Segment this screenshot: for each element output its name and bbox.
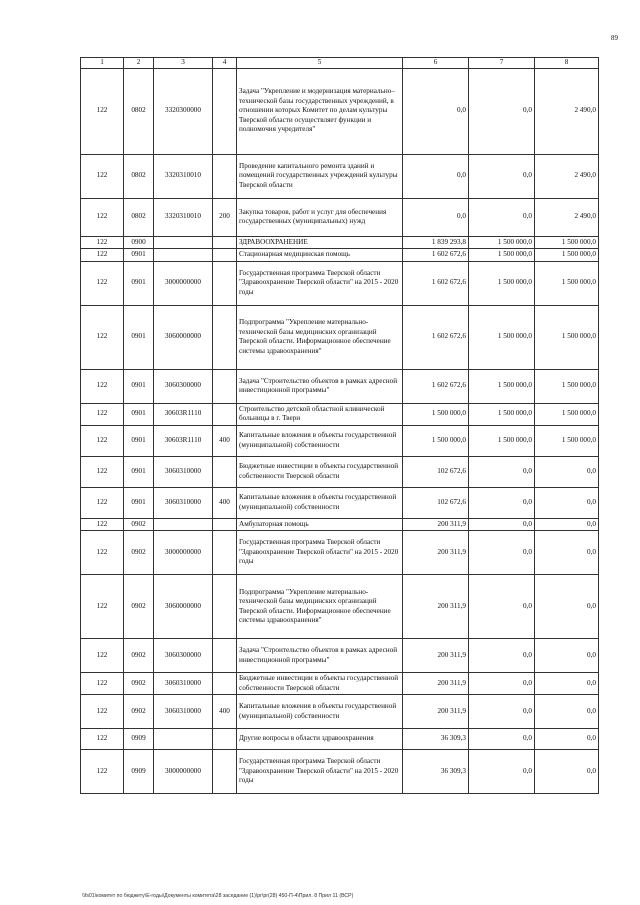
cell-amount-2020: 0,0 xyxy=(535,695,599,729)
table-row xyxy=(81,249,599,262)
cell-amount-2019: 0,0 xyxy=(469,673,535,695)
cell-expense-type xyxy=(213,673,237,695)
cell-admin-code: 122 xyxy=(81,639,124,673)
footer-file-path: \\fs01\комитет по бюджету\Е-годы\Документы комитета\28 заседание (1)\pr\pr(28) 450-П-4\Прил. 8 Прил 11 (ВСР) xyxy=(82,893,354,899)
cell-description: Капитальные вложения в объекты государственной (муниципальной) собственности xyxy=(237,425,403,456)
table-row xyxy=(81,425,599,456)
cell-amount-2019: 1 500 000,0 xyxy=(469,305,535,369)
cell-section-code: 0901 xyxy=(124,425,154,456)
cell-amount-2018: 0,0 xyxy=(403,154,469,198)
cell-section-code: 0902 xyxy=(124,575,154,639)
cell-description: Государственная программа Тверской области "Здравоохранение Тверской области" на 2015 - 2020 годы xyxy=(237,261,403,305)
cell-expense-type xyxy=(213,154,237,198)
cell-amount-2019: 0,0 xyxy=(469,531,535,575)
cell-description: Закупка товаров, работ и услуг для обеспечения государственных (муниципальных) нужд xyxy=(237,198,403,236)
cell-admin-code: 122 xyxy=(81,261,124,305)
cell-amount-2019: 1 500 000,0 xyxy=(469,425,535,456)
cell-admin-code: 122 xyxy=(81,456,124,487)
cell-admin-code: 122 xyxy=(81,729,124,750)
cell-amount-2019: 0,0 xyxy=(469,729,535,750)
cell-section-code: 0900 xyxy=(124,236,154,249)
cell-expense-type: 200 xyxy=(213,198,237,236)
cell-amount-2020: 0,0 xyxy=(535,531,599,575)
cell-expense-type xyxy=(213,261,237,305)
table-row xyxy=(81,695,599,729)
cell-admin-code: 122 xyxy=(81,695,124,729)
cell-description: Задача "Укрепление и модернизация материально–технической базы государственных учреждений, в отношении которых Комитет по делам культуры Тверской области осуществляет функции и полномочия учредителя" xyxy=(237,68,403,154)
cell-target-code: 3000000000 xyxy=(154,531,213,575)
cell-expense-type xyxy=(213,750,237,794)
cell-description: Подпрограмма "Укрепление материально-технической базы медицинских организаций Тверской области. Информационное обеспечение системы здравоохранения" xyxy=(237,305,403,369)
cell-description: Строительство детской областной клинической больницы в г. Твери xyxy=(237,403,403,425)
cell-amount-2020: 0,0 xyxy=(535,750,599,794)
cell-admin-code: 122 xyxy=(81,403,124,425)
column-header: 6 xyxy=(403,58,469,69)
column-header: 4 xyxy=(213,58,237,69)
table-row xyxy=(81,403,599,425)
cell-target-code: 30603R1110 xyxy=(154,425,213,456)
cell-admin-code: 122 xyxy=(81,249,124,262)
cell-admin-code: 122 xyxy=(81,68,124,154)
cell-amount-2020: 1 500 000,0 xyxy=(535,249,599,262)
cell-amount-2020: 0,0 xyxy=(535,456,599,487)
cell-amount-2020: 1 500 000,0 xyxy=(535,403,599,425)
cell-section-code: 0902 xyxy=(124,673,154,695)
cell-description: Бюджетные инвестиции в объекты государственной собственности Тверской области xyxy=(237,673,403,695)
column-header: 1 xyxy=(81,58,124,69)
cell-target-code: 3320310010 xyxy=(154,198,213,236)
table-row xyxy=(81,750,599,794)
cell-section-code: 0901 xyxy=(124,369,154,403)
cell-amount-2018: 200 311,9 xyxy=(403,575,469,639)
cell-amount-2020: 2 490,0 xyxy=(535,154,599,198)
cell-expense-type xyxy=(213,531,237,575)
cell-amount-2018: 1 839 293,8 xyxy=(403,236,469,249)
cell-target-code: 3060000000 xyxy=(154,575,213,639)
cell-amount-2020: 0,0 xyxy=(535,673,599,695)
cell-amount-2018: 0,0 xyxy=(403,198,469,236)
cell-amount-2018: 200 311,9 xyxy=(403,639,469,673)
cell-amount-2020: 0,0 xyxy=(535,575,599,639)
cell-amount-2018: 1 602 672,6 xyxy=(403,305,469,369)
cell-section-code: 0901 xyxy=(124,487,154,518)
cell-amount-2018: 0,0 xyxy=(403,68,469,154)
table-row xyxy=(81,639,599,673)
cell-description: Проведение капитального ремонта зданий и помещений государственных учреждений культуры Тверской области xyxy=(237,154,403,198)
page-number: 89 xyxy=(611,34,618,42)
cell-description: Амбулаторная помощь xyxy=(237,518,403,531)
cell-admin-code: 122 xyxy=(81,750,124,794)
cell-description: Задача "Строительство объектов в рамках адресной инвестиционной программы" xyxy=(237,369,403,403)
cell-amount-2018: 1 602 672,6 xyxy=(403,249,469,262)
cell-expense-type xyxy=(213,249,237,262)
cell-amount-2019: 0,0 xyxy=(469,456,535,487)
cell-target-code: 3060300000 xyxy=(154,639,213,673)
cell-description: ЗДРАВООХРАНЕНИЕ xyxy=(237,236,403,249)
cell-admin-code: 122 xyxy=(81,305,124,369)
table-row xyxy=(81,531,599,575)
cell-admin-code: 122 xyxy=(81,236,124,249)
table-row xyxy=(81,456,599,487)
cell-target-code: 30603R1110 xyxy=(154,403,213,425)
cell-description: Капитальные вложения в объекты государственной (муниципальной) собственности xyxy=(237,487,403,518)
table-row xyxy=(81,729,599,750)
cell-amount-2018: 200 311,9 xyxy=(403,518,469,531)
cell-section-code: 0901 xyxy=(124,403,154,425)
table-row xyxy=(81,68,599,154)
table-row xyxy=(81,518,599,531)
cell-amount-2020: 1 500 000,0 xyxy=(535,236,599,249)
cell-expense-type xyxy=(213,575,237,639)
table-row xyxy=(81,575,599,639)
cell-amount-2020: 1 500 000,0 xyxy=(535,369,599,403)
cell-target-code: 3000000000 xyxy=(154,261,213,305)
cell-amount-2019: 1 500 000,0 xyxy=(469,249,535,262)
table-row xyxy=(81,198,599,236)
cell-amount-2019: 0,0 xyxy=(469,639,535,673)
cell-description: Государственная программа Тверской области "Здравоохранение Тверской области" на 2015 - 2020 годы xyxy=(237,750,403,794)
column-header: 8 xyxy=(535,58,599,69)
cell-target-code: 3320300000 xyxy=(154,68,213,154)
cell-amount-2020: 1 500 000,0 xyxy=(535,261,599,305)
cell-admin-code: 122 xyxy=(81,198,124,236)
cell-target-code: 3320310010 xyxy=(154,154,213,198)
cell-amount-2018: 1 500 000,0 xyxy=(403,425,469,456)
cell-amount-2020: 1 500 000,0 xyxy=(535,305,599,369)
cell-admin-code: 122 xyxy=(81,518,124,531)
cell-amount-2019: 0,0 xyxy=(469,68,535,154)
cell-amount-2020: 0,0 xyxy=(535,729,599,750)
cell-amount-2018: 1 602 672,6 xyxy=(403,261,469,305)
cell-section-code: 0902 xyxy=(124,639,154,673)
cell-section-code: 0802 xyxy=(124,198,154,236)
cell-section-code: 0802 xyxy=(124,68,154,154)
cell-amount-2018: 1 602 672,6 xyxy=(403,369,469,403)
cell-expense-type xyxy=(213,639,237,673)
cell-target-code: 3060310000 xyxy=(154,456,213,487)
table-row xyxy=(81,261,599,305)
cell-expense-type: 400 xyxy=(213,695,237,729)
cell-amount-2018: 1 500 000,0 xyxy=(403,403,469,425)
cell-description: Стационарная медицинская помощь xyxy=(237,249,403,262)
cell-admin-code: 122 xyxy=(81,575,124,639)
cell-target-code xyxy=(154,236,213,249)
cell-amount-2020: 0,0 xyxy=(535,639,599,673)
cell-target-code: 3060310000 xyxy=(154,673,213,695)
cell-amount-2020: 1 500 000,0 xyxy=(535,425,599,456)
cell-target-code xyxy=(154,249,213,262)
cell-amount-2019: 0,0 xyxy=(469,487,535,518)
table-header-row xyxy=(81,58,599,69)
cell-section-code: 0909 xyxy=(124,729,154,750)
cell-section-code: 0902 xyxy=(124,531,154,575)
cell-expense-type xyxy=(213,403,237,425)
cell-expense-type: 400 xyxy=(213,425,237,456)
cell-expense-type xyxy=(213,369,237,403)
cell-expense-type xyxy=(213,518,237,531)
cell-amount-2020: 2 490,0 xyxy=(535,198,599,236)
budget-table xyxy=(80,57,599,794)
cell-amount-2019: 1 500 000,0 xyxy=(469,261,535,305)
cell-amount-2020: 0,0 xyxy=(535,487,599,518)
cell-amount-2018: 36 309,3 xyxy=(403,750,469,794)
cell-target-code xyxy=(154,518,213,531)
cell-amount-2018: 102 672,6 xyxy=(403,487,469,518)
table-row xyxy=(81,236,599,249)
cell-target-code: 3060310000 xyxy=(154,487,213,518)
cell-amount-2019: 1 500 000,0 xyxy=(469,236,535,249)
column-header: 7 xyxy=(469,58,535,69)
cell-description: Бюджетные инвестиции в объекты государственной собственности Тверской области xyxy=(237,456,403,487)
cell-section-code: 0901 xyxy=(124,249,154,262)
cell-amount-2019: 0,0 xyxy=(469,198,535,236)
cell-amount-2019: 0,0 xyxy=(469,518,535,531)
cell-section-code: 0901 xyxy=(124,305,154,369)
cell-admin-code: 122 xyxy=(81,673,124,695)
cell-target-code: 3060000000 xyxy=(154,305,213,369)
column-header: 5 xyxy=(237,58,403,69)
cell-description: Капитальные вложения в объекты государственной (муниципальной) собственности xyxy=(237,695,403,729)
cell-expense-type xyxy=(213,305,237,369)
column-header: 2 xyxy=(124,58,154,69)
table-row xyxy=(81,154,599,198)
cell-admin-code: 122 xyxy=(81,154,124,198)
cell-expense-type xyxy=(213,236,237,249)
cell-amount-2020: 0,0 xyxy=(535,518,599,531)
cell-section-code: 0902 xyxy=(124,518,154,531)
cell-description: Другие вопросы в области здравоохранения xyxy=(237,729,403,750)
cell-description: Задача "Строительство объектов в рамках адресной инвестиционной программы" xyxy=(237,639,403,673)
cell-amount-2019: 0,0 xyxy=(469,154,535,198)
column-header: 3 xyxy=(154,58,213,69)
cell-target-code: 3060310000 xyxy=(154,695,213,729)
table-row xyxy=(81,369,599,403)
cell-admin-code: 122 xyxy=(81,487,124,518)
cell-amount-2018: 200 311,9 xyxy=(403,695,469,729)
cell-admin-code: 122 xyxy=(81,531,124,575)
cell-expense-type xyxy=(213,729,237,750)
cell-section-code: 0802 xyxy=(124,154,154,198)
table-row xyxy=(81,305,599,369)
cell-amount-2020: 2 490,0 xyxy=(535,68,599,154)
cell-section-code: 0902 xyxy=(124,695,154,729)
cell-amount-2019: 1 500 000,0 xyxy=(469,369,535,403)
cell-amount-2018: 200 311,9 xyxy=(403,531,469,575)
cell-amount-2019: 0,0 xyxy=(469,575,535,639)
cell-section-code: 0909 xyxy=(124,750,154,794)
cell-expense-type xyxy=(213,68,237,154)
cell-section-code: 0901 xyxy=(124,261,154,305)
cell-amount-2018: 102 672,6 xyxy=(403,456,469,487)
cell-target-code: 3000000000 xyxy=(154,750,213,794)
cell-description: Подпрограмма "Укрепление материально-технической базы медицинских организаций Тверской области. Информационное обеспечение системы здравоохранения" xyxy=(237,575,403,639)
cell-target-code xyxy=(154,729,213,750)
cell-admin-code: 122 xyxy=(81,369,124,403)
cell-amount-2018: 36 309,3 xyxy=(403,729,469,750)
cell-amount-2018: 200 311,9 xyxy=(403,673,469,695)
cell-section-code: 0901 xyxy=(124,456,154,487)
cell-target-code: 3060300000 xyxy=(154,369,213,403)
cell-description: Государственная программа Тверской области "Здравоохранение Тверской области" на 2015 - 2020 годы xyxy=(237,531,403,575)
table-row xyxy=(81,673,599,695)
cell-admin-code: 122 xyxy=(81,425,124,456)
cell-amount-2019: 1 500 000,0 xyxy=(469,403,535,425)
table-row xyxy=(81,487,599,518)
cell-expense-type xyxy=(213,456,237,487)
cell-expense-type: 400 xyxy=(213,487,237,518)
cell-amount-2019: 0,0 xyxy=(469,695,535,729)
cell-amount-2019: 0,0 xyxy=(469,750,535,794)
